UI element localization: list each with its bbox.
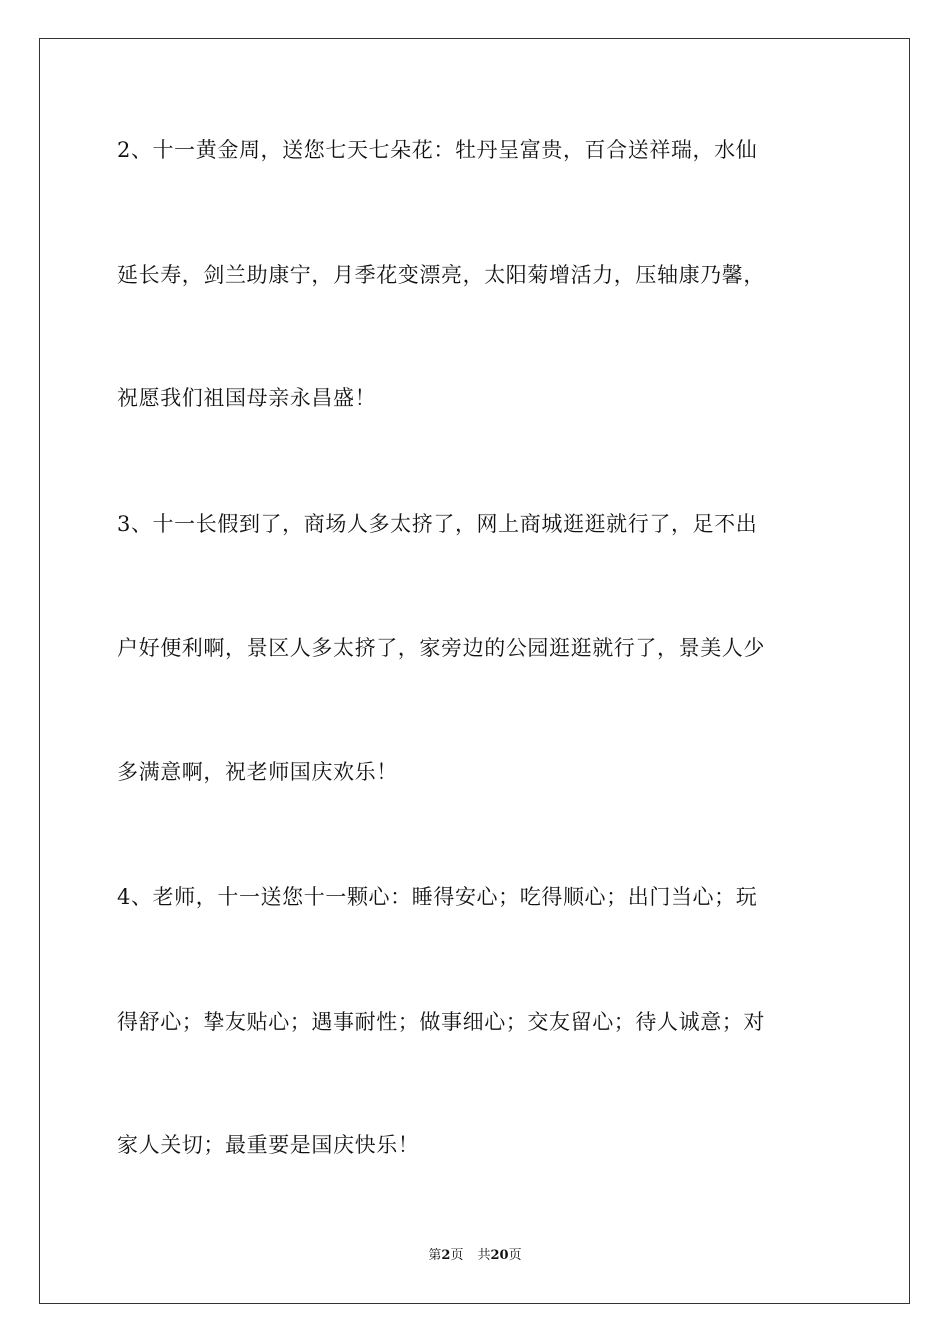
page-suffix: 页 [450, 1248, 464, 1263]
paragraph-2-line-2: 延长寿，剑兰助康宁，月季花变漂亮，太阳菊增活力，压轴康乃馨， [117, 263, 765, 287]
total-suffix: 页 [508, 1248, 522, 1263]
total-pages: 20 [490, 1248, 509, 1263]
paragraph-2-line-3: 祝愿我们祖国母亲永昌盛！ [117, 386, 377, 410]
page-prefix: 第 [428, 1248, 442, 1263]
page-frame [39, 38, 910, 1304]
paragraph-4-line-1: 4、老师，十一送您十一颗心：睡得安心；吃得顺心；出门当心；玩 [117, 885, 758, 909]
paragraph-2-line-1: 2、十一黄金周，送您七天七朵花：牡丹呈富贵，百合送祥瑞，水仙 [117, 138, 758, 162]
paragraph-3-line-1: 3、十一长假到了，商场人多太挤了，网上商城逛逛就行了，足不出 [117, 512, 758, 536]
paragraph-3-line-2: 户好便利啊，景区人多太挤了，家旁边的公园逛逛就行了，景美人少 [117, 636, 765, 660]
total-prefix: 共 [477, 1248, 491, 1263]
page-number: 2 [441, 1248, 451, 1263]
paragraph-4-line-2: 得舒心；挚友贴心；遇事耐性；做事细心；交友留心；待人诚意；对 [117, 1010, 765, 1034]
paragraph-3-line-3: 多满意啊，祝老师国庆欢乐！ [117, 760, 398, 784]
page-indicator [0, 1247, 950, 1265]
paragraph-4-line-3: 家人关切；最重要是国庆快乐！ [117, 1133, 420, 1157]
